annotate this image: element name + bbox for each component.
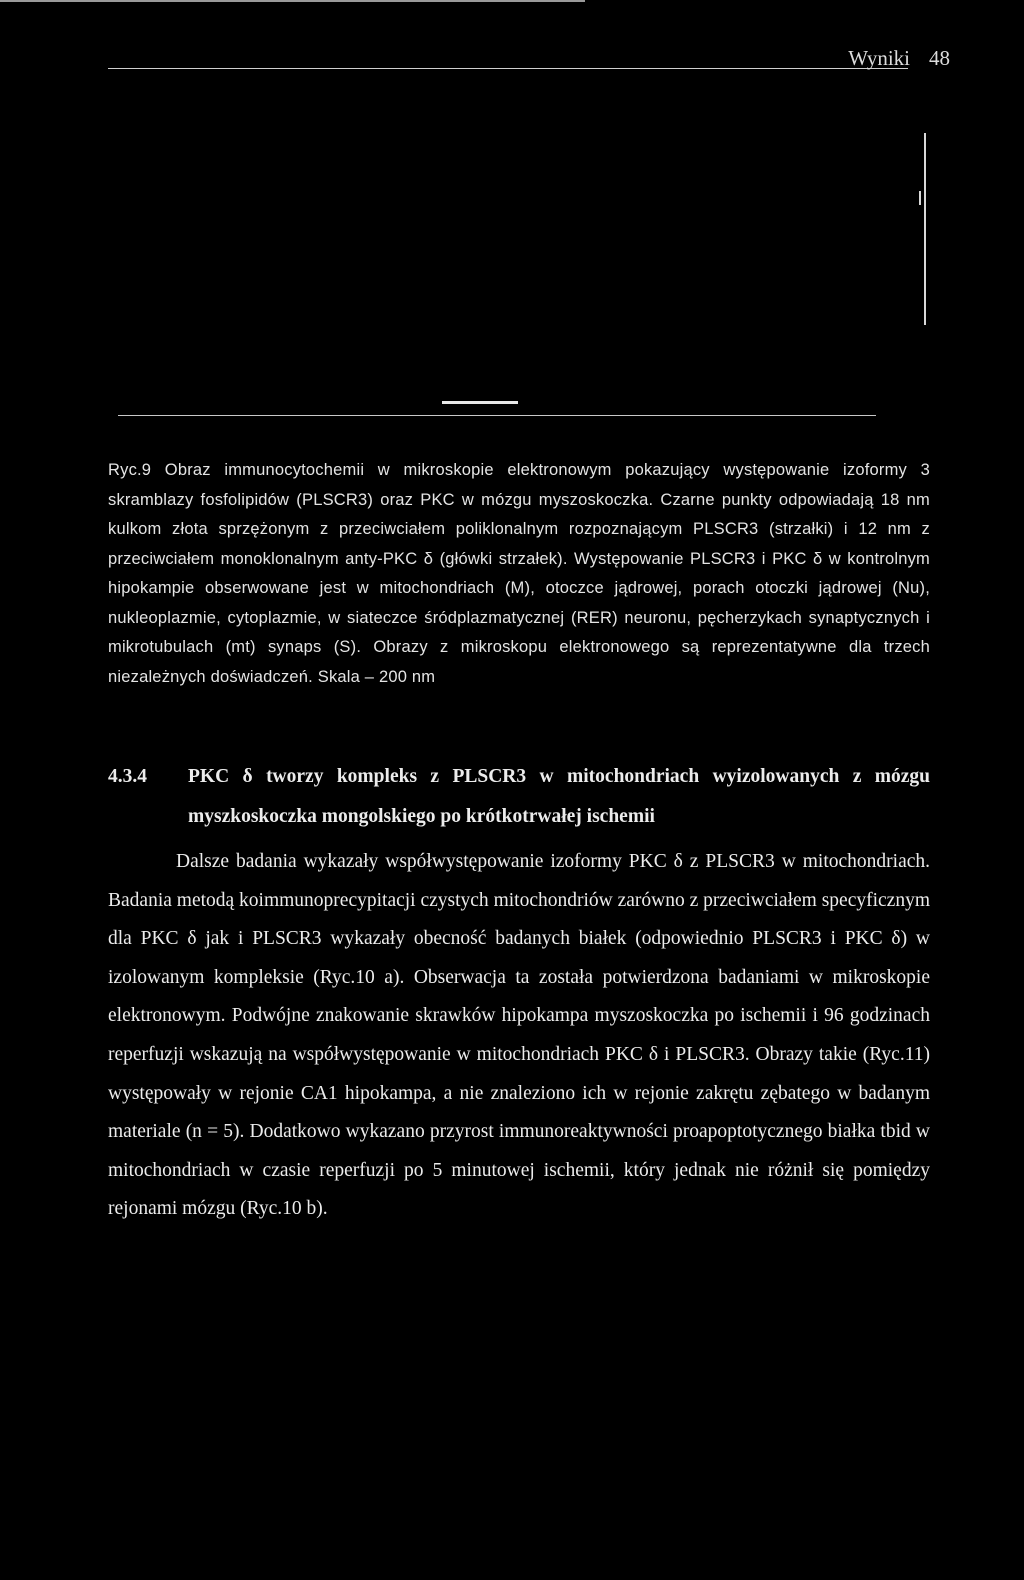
scale-bar xyxy=(442,401,518,404)
page-number: 48 xyxy=(929,46,950,70)
electron-micrograph-figure xyxy=(108,125,928,425)
figure-caption: Ryc.9 Obraz immunocytochemii w mikroskopie elektronowym pokazujący występowanie izoformy 3 skramblazy fosfolipidów (PLSCR3) oraz PKC w mózgu myszoskoczka. Czarne punkty odpowiadają 18 nm kulkom złota sprzężonym z przeciwciałem poliklonalnym rozpoznającym PLSCR3 (strzałki) i 12 nm z przeciwciałem monoklonalnym anty-PKC δ (główki strzałek). Występowanie PLSCR3 i PKC δ w kontrolnym hipokampie obserwowane jest w mitochondriach (M), otoczce jądrowej, porach otoczki jądrowej (Nu), nukleoplazmie, cytoplazmie, w siateczce śródplazmatycznej (RER) neuronu, pęcherzykach synaptycznych i mikrotubulach (mt) synaps (S). Obrazy z mikroskopu elektronowego są reprezentatywne dla trzech niezależnych doświadczeń. Skala – 200 nm xyxy=(108,461,930,686)
figure-bottom-rule xyxy=(118,415,876,416)
section-heading xyxy=(108,757,930,837)
top-edge-rule xyxy=(0,0,585,2)
figure-frame-edge xyxy=(924,133,926,325)
header-section-title: Wyniki xyxy=(848,46,910,70)
section-number: 4.3.4 xyxy=(108,766,147,787)
figure-frame-tick xyxy=(919,191,921,205)
section-title: PKC δ tworzy kompleks z PLSCR3 w mitochondriach wyizolowanych z mózgu myszkoskoczka mongolskiego po krótkotrwałej ischemii xyxy=(188,766,930,827)
body-paragraph: Dalsze badania wykazały współwystępowanie izoformy PKC δ z PLSCR3 w mitochondriach. Badania metodą koimmunoprecypitacji czystych mitochondriów zarówno z przeciwciałem specyficznym dla PKC δ jak i PLSCR3 wykazały obecność badanych białek (odpowiednio PLSCR3 i PKC δ) w izolowanym kompleksie (Ryc.10 a). Obserwacja ta została potwierdzona badaniami w mikroskopie elektronowym. Podwójne znakowanie skrawków hipokampa myszoskoczka po ischemii i 96 godzinach reperfuzji wskazują na współwystępowanie w mitochondriach PKC δ i PLSCR3. Obrazy takie (Ryc.11) występowały w rejonie CA1 hipokampa, a nie znaleziono ich w rejonie zakrętu zębatego w badanym materiale (n = 5). Dodatkowo wykazano przyrost immunoreaktywności proapoptotycznego białka tbid w mitochondriach w czasie reperfuzji po 5 minutowej ischemii, który jednak nie różnił się pomiędzy rejonami mózgu (Ryc.10 b). xyxy=(108,851,930,1220)
header-rule xyxy=(108,68,908,69)
running-header xyxy=(108,44,950,74)
